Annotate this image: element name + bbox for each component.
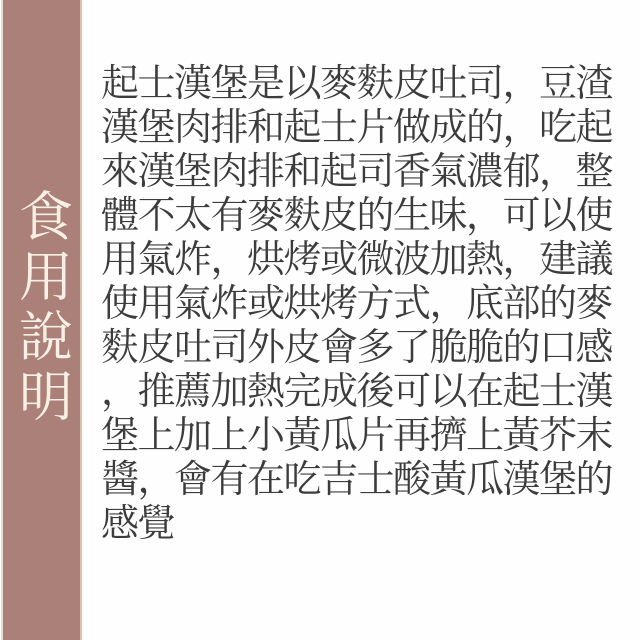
description-line: 漢堡肉排和起士片做成的，吃起 <box>101 107 613 149</box>
description-line: 起士漢堡是以麥麩皮吐司，豆渣 <box>101 63 613 105</box>
description-line: 體不太有麥麩皮的生味，可以使 <box>101 195 613 237</box>
description-line: 來漢堡肉排和起司香氣濃郁，整 <box>101 151 613 193</box>
sidebar-vertical-label: 食用說明 <box>11 188 72 428</box>
description-line: 麩皮吐司外皮會多了脆脆的口感 <box>101 327 613 369</box>
description-line: 使用氣炸或烘烤方式，底部的麥 <box>101 283 613 325</box>
description-line: 用氣炸，烘烤或微波加熱，建議 <box>101 239 613 281</box>
description-line: ，推薦加熱完成後可以在起士漢 <box>101 371 613 413</box>
description-line: 堡上加上小黃瓜片再擠上黃芥末 <box>101 415 613 457</box>
description-line: 醬，會有在吃吉士酸黃瓜漢堡的 <box>101 459 613 501</box>
usage-instructions-sidebar <box>1 0 82 640</box>
description-line: 感覺 <box>101 503 175 545</box>
description-text-block <box>101 62 617 546</box>
